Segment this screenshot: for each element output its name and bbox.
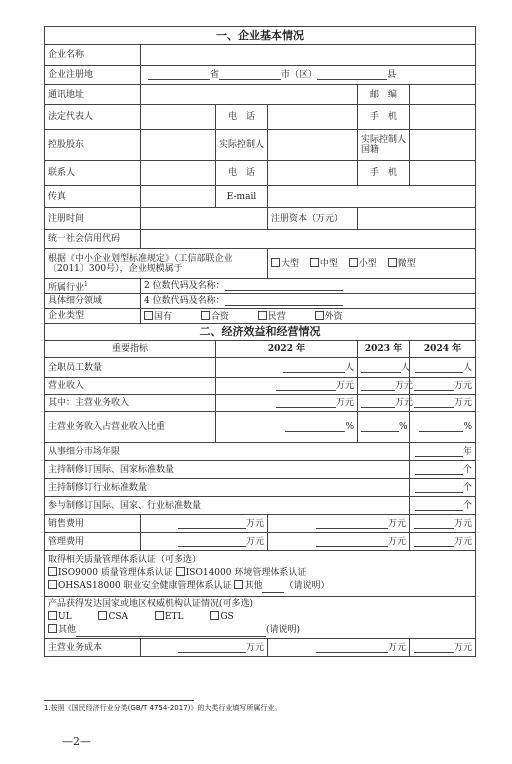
industry-std-label: 主持制修订行业标准数量: [45, 479, 410, 497]
controller-nationality-field[interactable]: [410, 130, 476, 161]
quality-cert-block: [45, 551, 476, 597]
main-revenue-2024[interactable]: 万元: [410, 395, 476, 412]
controlling-shareholder-label: 控股股东: [45, 130, 141, 161]
county-blank[interactable]: [317, 70, 387, 80]
legal-rep-mobile-label: 手 机: [358, 105, 410, 130]
market-years-label: 从事细分市场年限: [45, 443, 410, 461]
main-revenue-2023[interactable]: 万元: [358, 395, 410, 412]
reg-address-field[interactable]: [141, 66, 476, 85]
contact-mobile-field[interactable]: [410, 161, 476, 186]
postcode-field[interactable]: [410, 85, 476, 105]
checkbox-icon: [176, 567, 185, 576]
checkbox-icon: [234, 580, 243, 589]
csa-option[interactable]: CSA: [98, 611, 128, 624]
contact-label: 联系人: [45, 161, 141, 186]
province-blank[interactable]: [148, 70, 210, 80]
etl-option[interactable]: ETL: [155, 611, 184, 624]
checkbox-icon: [210, 611, 219, 620]
reg-address-label: 企业注册地: [45, 66, 141, 85]
mail-address-field[interactable]: [141, 85, 358, 105]
employees-2023[interactable]: 人: [358, 358, 410, 378]
legal-rep-field[interactable]: [141, 105, 216, 130]
footnote: 1.按照《国民经济行业分类(GB/T 4754-2017)》的大类行业填写所属行业。: [44, 704, 282, 712]
code2-blank[interactable]: [225, 281, 343, 291]
scale-option-micro[interactable]: 微型: [388, 258, 416, 269]
credit-code-field[interactable]: [141, 230, 476, 249]
main-ratio-2022[interactable]: %: [216, 412, 358, 443]
contact-mobile-label: 手 机: [358, 161, 410, 186]
reg-capital-field[interactable]: [358, 208, 476, 230]
sales-cost-2023[interactable]: 万元: [268, 515, 410, 533]
actual-controller-field[interactable]: [268, 130, 358, 161]
email-field[interactable]: [268, 186, 476, 208]
scale-option-medium[interactable]: 中型: [310, 258, 338, 269]
main-cost-label: 主营业务成本: [45, 639, 141, 657]
controlling-shareholder-field[interactable]: [141, 130, 216, 161]
code4-blank[interactable]: [225, 296, 343, 306]
sales-cost-2024[interactable]: 万元: [410, 515, 476, 533]
sales-cost-2022[interactable]: 万元: [141, 515, 268, 533]
enterprise-table: [44, 26, 476, 657]
participate-std-field[interactable]: 个: [410, 497, 476, 515]
iso14000-option[interactable]: ISO14000 环境管理体系认证: [176, 568, 307, 578]
city-blank[interactable]: [219, 70, 281, 80]
company-name-field[interactable]: [141, 45, 476, 66]
checkbox-icon: [258, 311, 267, 320]
indicator-header: 重要指标: [45, 341, 216, 358]
employees-label: 全职员工数量: [45, 358, 216, 378]
actual-controller-label: 实际控制人: [216, 130, 268, 161]
type-option-foreign[interactable]: 外资: [315, 311, 343, 322]
product-title: 产品获得发达国家或地区权威机构认证情况(可多选): [48, 599, 254, 609]
type-option-state[interactable]: 国有: [144, 311, 172, 322]
subfield-label: 具体细分领域: [45, 294, 141, 309]
main-ratio-label: 主营业务收入占营业收入比重: [45, 412, 216, 443]
page-number: —2—: [62, 735, 91, 748]
checkbox-icon: [48, 580, 57, 589]
company-name-label: 企业名称: [45, 45, 141, 66]
legal-rep-label: 法定代表人: [45, 105, 141, 130]
checkbox-icon: [349, 258, 358, 267]
reg-time-label: 注册时间: [45, 208, 141, 230]
email-label: E-mail: [216, 186, 268, 208]
quality-other-option[interactable]: 其他 （请说明）: [234, 581, 329, 591]
ohsas-option[interactable]: OHSAS18000 职业安全健康管理体系认证: [48, 581, 232, 591]
product-other-option[interactable]: 其他 (请说明): [48, 624, 472, 637]
mgmt-cost-2023[interactable]: 万元: [268, 533, 410, 551]
postcode-label: 邮 编: [358, 85, 410, 105]
participate-std-label: 参与制修订国际、国家、行业标准数量: [45, 497, 410, 515]
enterprise-form: [44, 26, 475, 657]
contact-phone-label: 电 话: [216, 161, 268, 186]
intl-std-label: 主持制修订国际、国家标准数量: [45, 461, 410, 479]
contact-field[interactable]: [141, 161, 216, 186]
quality-title: 取得相关质量管理体系认证（可多选）: [48, 555, 202, 565]
code2-field[interactable]: 2 位数代码及名称：: [141, 279, 476, 294]
checkbox-icon: [48, 611, 57, 620]
market-years-field[interactable]: 年: [410, 443, 476, 461]
main-revenue-label: 其中：主营业务收入: [45, 395, 216, 412]
checkbox-icon: [48, 624, 57, 633]
type-options: [141, 309, 476, 324]
main-ratio-2023[interactable]: %: [358, 412, 410, 443]
checkbox-icon: [144, 311, 153, 320]
type-option-jv[interactable]: 合资: [201, 311, 229, 322]
mgmt-cost-2022[interactable]: 万元: [141, 533, 268, 551]
city-label: 市（区）: [281, 70, 318, 80]
reg-capital-label: 注册资本（万元）: [268, 208, 358, 230]
fax-field[interactable]: [141, 186, 216, 208]
gs-option[interactable]: GS: [210, 611, 233, 624]
scale-options: [268, 249, 476, 279]
mgmt-cost-label: 管理费用: [45, 533, 141, 551]
checkbox-icon: [201, 311, 210, 320]
section2-title: 二、经济效益和经营情况: [45, 324, 476, 341]
iso9000-option[interactable]: ISO9000 质量管理体系认证: [48, 568, 173, 578]
main-revenue-2022[interactable]: 万元: [216, 395, 358, 412]
legal-rep-phone-label: 电 话: [216, 105, 268, 130]
revenue-2022[interactable]: 万元: [216, 378, 358, 395]
footnote-rule: [44, 700, 194, 701]
industry-std-field[interactable]: 个: [410, 479, 476, 497]
ul-option[interactable]: UL: [48, 611, 72, 624]
employees-2024[interactable]: 人: [410, 358, 476, 378]
section1-title: 一、企业基本情况: [45, 27, 476, 45]
mgmt-cost-2024[interactable]: 万元: [410, 533, 476, 551]
main-cost-2023[interactable]: 万元: [268, 639, 410, 657]
year-2023-header: 2023 年: [358, 341, 410, 358]
contact-phone-field[interactable]: [268, 161, 358, 186]
checkbox-icon: [271, 258, 280, 267]
type-option-private[interactable]: 民营: [258, 311, 286, 322]
mail-address-label: 通讯地址: [45, 85, 141, 105]
type-label: 企业类型: [45, 309, 141, 324]
revenue-label: 营业收入: [45, 378, 216, 395]
year-2024-header: 2024 年: [410, 341, 476, 358]
industry-label: 所属行业$^1$: [45, 279, 141, 294]
province-label: 省: [210, 70, 220, 80]
intl-std-field[interactable]: 个: [410, 461, 476, 479]
main-cost-2024[interactable]: 万元: [410, 639, 476, 657]
controller-nationality-label: 实际控制人国籍: [358, 130, 410, 161]
credit-code-label: 统一社会信用代码: [45, 230, 141, 249]
year-2022-header: 2022 年: [216, 341, 358, 358]
scale-basis-label: 根据《中小企业划型标准规定》（工信部联企业〔2011〕300号），企业规模属于: [45, 249, 268, 279]
checkbox-icon: [315, 311, 324, 320]
product-cert-block: [45, 597, 476, 639]
county-label: 县: [387, 70, 397, 80]
main-cost-2022[interactable]: 万元: [141, 639, 268, 657]
revenue-2023[interactable]: 万元: [358, 378, 410, 395]
employees-2022[interactable]: 人: [216, 358, 358, 378]
scale-option-large[interactable]: 大型: [271, 258, 299, 269]
checkbox-icon: [48, 567, 57, 576]
legal-rep-mobile-field[interactable]: [410, 105, 476, 130]
fax-label: 传真: [45, 186, 141, 208]
main-ratio-2024[interactable]: %: [410, 412, 476, 443]
sales-cost-label: 销售费用: [45, 515, 141, 533]
legal-rep-phone-field[interactable]: [268, 105, 358, 130]
reg-time-field[interactable]: [141, 208, 268, 230]
checkbox-icon: [310, 258, 319, 267]
checkbox-icon: [98, 611, 107, 620]
checkbox-icon: [155, 611, 164, 620]
code4-field[interactable]: 4 位数代码及名称：: [141, 294, 476, 309]
checkbox-icon: [388, 258, 397, 267]
scale-option-small[interactable]: 小型: [349, 258, 377, 269]
revenue-2024[interactable]: 万元: [410, 378, 476, 395]
